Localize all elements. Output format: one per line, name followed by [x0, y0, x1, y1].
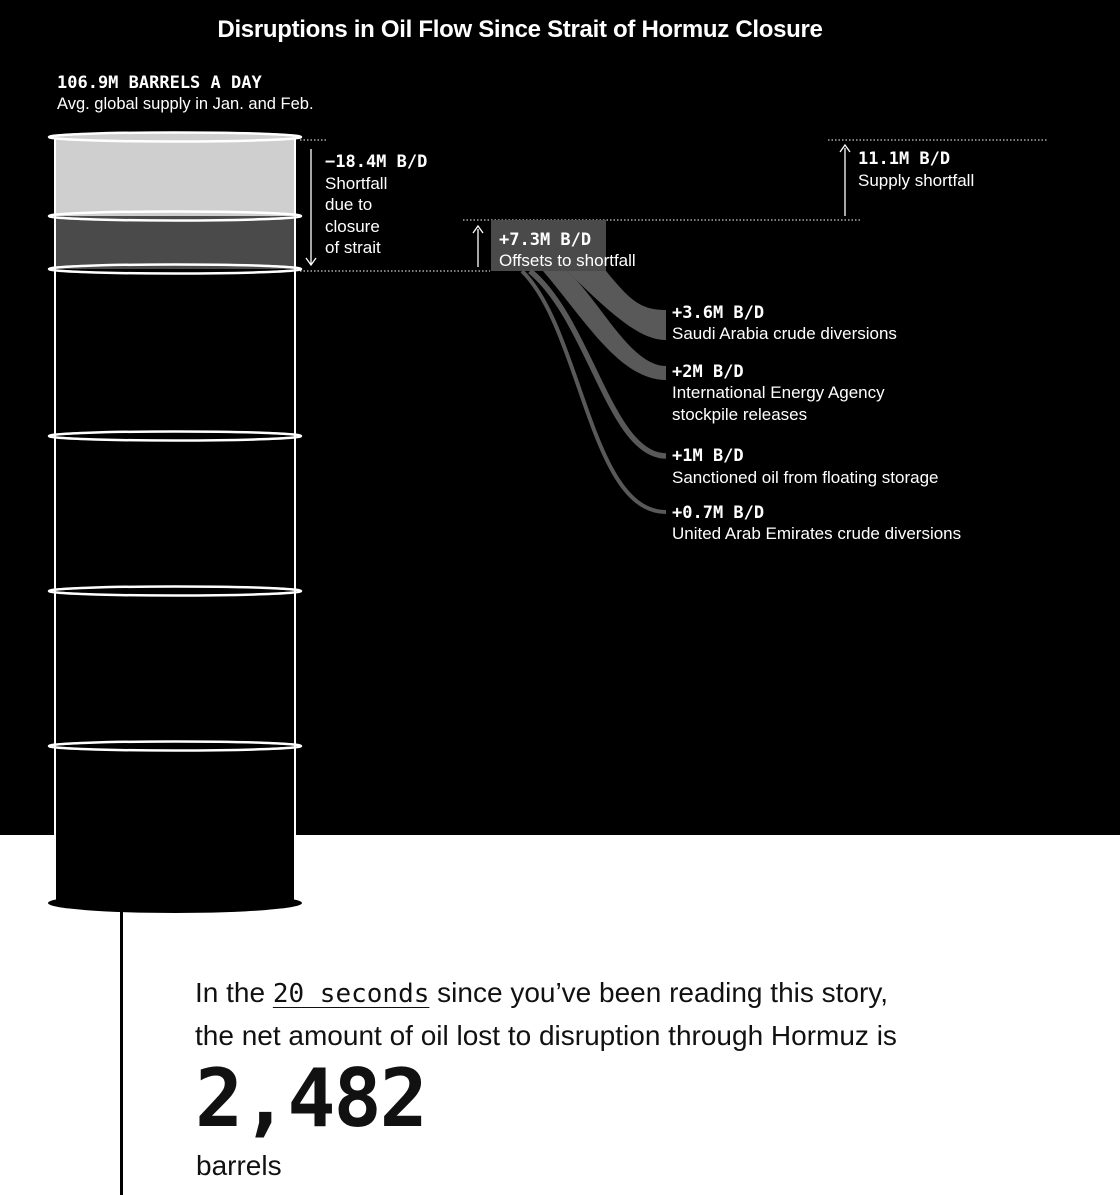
supply-description: Avg. global supply in Jan. and Feb. [57, 95, 314, 113]
breakdown-value-label: +2M B/D [672, 362, 744, 382]
breakdown-value-label: +1M B/D [672, 446, 744, 466]
shortfall-description-line: due to [325, 195, 373, 214]
story-line-1-after: since you’ve been reading this story, [429, 977, 889, 1008]
breakdown-description: Sanctioned oil from floating storage [672, 468, 939, 487]
supply-value-label: 106.9M BARRELS A DAY [57, 73, 262, 93]
net-shortfall-description: Supply shortfall [858, 171, 975, 190]
breakdown-value-label: +3.6M B/D [672, 303, 765, 323]
breakdown-description: Saudi Arabia crude diversions [672, 324, 897, 343]
chart-title: Disruptions in Oil Flow Since Strait of Hormuz Closure [217, 16, 823, 43]
net-shortfall-value-label: 11.1M B/D [858, 149, 951, 169]
barrel-rim [49, 133, 301, 142]
barrels-unit: barrels [196, 1150, 282, 1181]
breakdown-description: stockpile releases [672, 405, 808, 424]
barrels-counter: 2,482 [195, 1052, 426, 1145]
story-text [195, 972, 1095, 1056]
elapsed-time-link[interactable]: 20 seconds [272, 979, 430, 1009]
offsets-value-label: +7.3M B/D [499, 230, 592, 250]
shortfall-description-line: of strait [325, 238, 381, 257]
timeline-line [120, 905, 123, 1195]
barrel-shortfall-area [56, 138, 294, 216]
shortfall-description-line: Shortfall [325, 174, 388, 193]
breakdown-description: International Energy Agency [672, 383, 885, 402]
barrel-offset-area [56, 216, 294, 269]
shortfall-value-label: −18.4M B/D [325, 152, 428, 172]
shortfall-description-line: closure [325, 217, 380, 236]
breakdown-value-label: +0.7M B/D [672, 503, 765, 523]
story-line-1 [195, 972, 1095, 1015]
offsets-description: Offsets to shortfall [499, 251, 636, 270]
breakdown-description: United Arab Emirates crude diversions [672, 524, 962, 543]
story-line-1-before: In the [195, 977, 273, 1008]
story-line-2: the net amount of oil lost to disruption through Hormuz is [195, 1020, 897, 1051]
barrel-base [48, 893, 302, 913]
